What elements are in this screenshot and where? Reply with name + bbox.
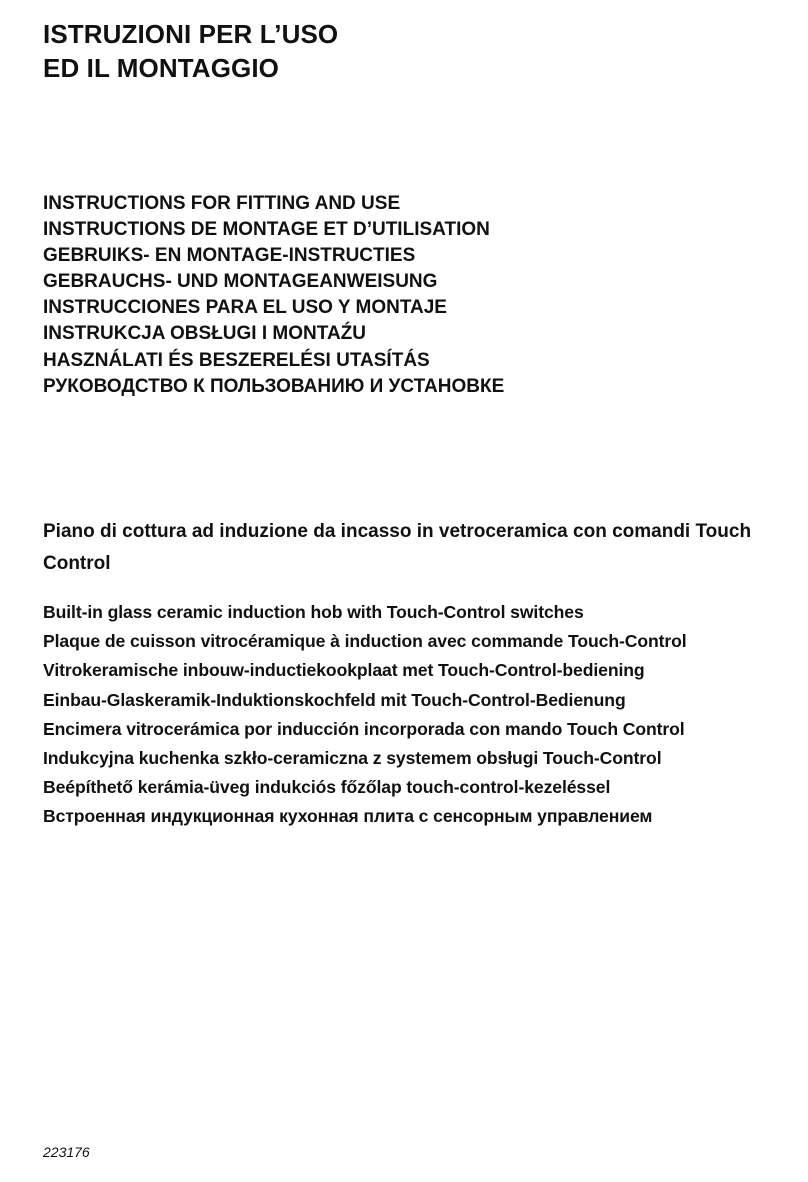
main-title (43, 17, 338, 85)
product-description-en: Built-in glass ceramic induction hob with Touch-Control switches (43, 602, 584, 622)
product-description-fr: Plaque de cuisson vitrocéramique à induction avec commande Touch-Control (43, 631, 687, 652)
product-description-de: Einbau-Glaskeramik-Induktionskochfeld mit Touch-Control-Bedienung (43, 689, 626, 710)
document-code: 223176 (43, 1144, 90, 1160)
product-description-ru: Встроенная индукционная кухонная плита с сенсорным управлением (43, 806, 653, 827)
language-title-de: GEBRAUCHS- UND MONTAGEANWEISUNG (43, 271, 438, 293)
main-title-line-1: ISTRUZIONI PER L’USO (43, 19, 339, 49)
product-description-nl: Vitrokeramische inbouw-inductiekookplaat met Touch-Control-bediening (43, 660, 645, 681)
language-title-hu: HASZNÁLATI ÉS BESZERELÉSI UTASÍTÁS (43, 349, 430, 371)
language-title-nl: GEBRUIKS- EN MONTAGE-INSTRUCTIES (43, 245, 416, 267)
language-title-fr: INSTRUCTIONS DE MONTAGE ET D’UTILISATION (43, 219, 490, 241)
main-title-line-2: ED IL MONTAGGIO (43, 53, 279, 83)
language-title-es: INSTRUCCIONES PARA EL USO Y MONTAJE (43, 297, 447, 319)
product-description-es: Encimera vitrocerámica por inducción incorporada con mando Touch Control (43, 718, 685, 739)
product-description-pl: Indukcyjna kuchenka szkło-ceramiczna z systemem obsługi Touch-Control (43, 748, 662, 769)
product-description-hu: Beépíthető kerámia-üveg indukciós főzőlap touch-control-kezeléssel (43, 777, 611, 798)
product-descriptions-list (43, 598, 687, 832)
product-description-it: Piano di cottura ad induzione da incasso in vetroceramica con comandi Touch Control (43, 521, 752, 574)
language-title-pl: INSTRUKCJA OBSŁUGI I MONTAŹU (43, 323, 366, 345)
language-title-ru: РУКОВОДСТВО К ПОЛЬЗОВАНИЮ И УСТАНОВКЕ (43, 375, 505, 397)
language-title-en: INSTRUCTIONS FOR FITTING AND USE (43, 193, 401, 214)
language-titles-list (43, 191, 504, 400)
